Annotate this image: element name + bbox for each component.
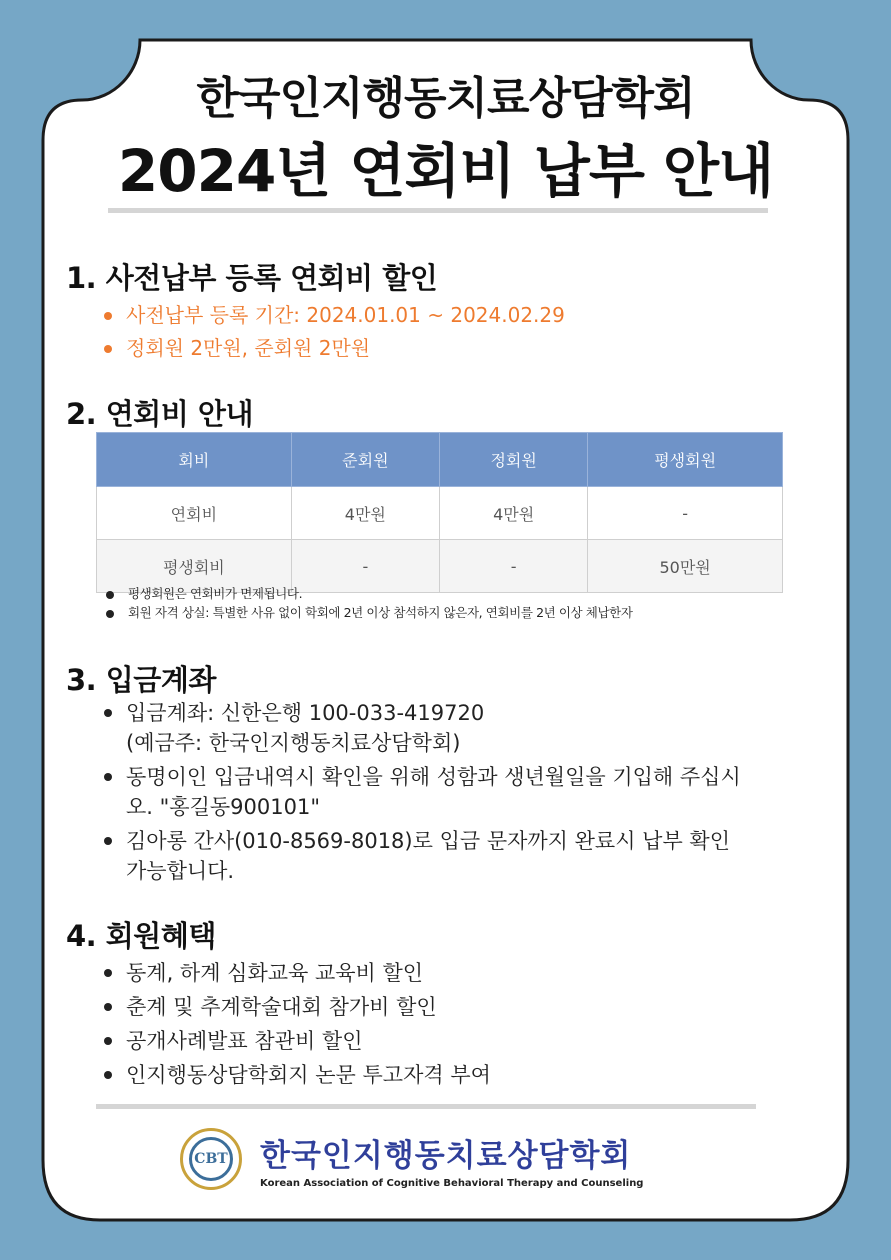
- list-item: 정회원 2만원, 준회원 2만원: [104, 332, 565, 365]
- table-header-cell: 정회원: [439, 433, 587, 487]
- bullet-icon: [104, 345, 112, 353]
- section2-notes: [106, 584, 633, 622]
- divider-top: [108, 208, 768, 213]
- table-cell: 4만원: [439, 487, 587, 540]
- list-item: 인지행동상담학회지 논문 투고자격 부여: [104, 1060, 491, 1090]
- note-item: 평생회원은 연회비가 면제됩니다.: [106, 584, 633, 603]
- list-item: 동계, 하계 심화교육 교육비 할인: [104, 958, 491, 988]
- bullet-icon: [104, 773, 112, 781]
- list-item: 동명이인 입금내역시 확인을 위해 성함과 생년월일을 기입해 주십시 오. "홍길동900101": [104, 762, 741, 822]
- cbt-emblem-icon: [180, 1128, 242, 1190]
- section3-list: [104, 698, 741, 890]
- page-title-org: 한국인지행동치료상담학회: [196, 73, 695, 124]
- note-item: 회원 자격 상실: 특별한 사유 없이 학회에 2년 이상 참석하지 않은자, 연회비를 2년 이상 체납한자: [106, 603, 633, 622]
- bullet-icon: [104, 709, 112, 717]
- table-header-cell: 평생회원: [588, 433, 783, 487]
- table-cell: -: [588, 487, 783, 540]
- page-title-main: 2024년 연회비 납부 안내: [117, 137, 774, 205]
- table-cell: -: [291, 540, 439, 593]
- bullet-icon: [104, 837, 112, 845]
- bullet-icon: [104, 312, 112, 320]
- bullet-icon: [104, 1003, 112, 1011]
- table-cell: 4만원: [291, 487, 439, 540]
- org-logo: [180, 1128, 720, 1194]
- bullet-icon: [106, 610, 114, 618]
- bullet-icon: [106, 591, 114, 599]
- table-row: [97, 487, 783, 540]
- section2-heading: 2. 연회비 안내: [66, 397, 253, 431]
- table-cell: 평생회비: [97, 540, 292, 593]
- logo-org-name: 한국인지행동치료상담학회: [260, 1138, 632, 1174]
- fee-table: [96, 432, 783, 593]
- section1-heading: 1. 사전납부 등록 연회비 할인: [66, 261, 438, 295]
- divider-bottom: [96, 1104, 756, 1109]
- table-cell: 50만원: [588, 540, 783, 593]
- bullet-icon: [104, 1037, 112, 1045]
- bullet-icon: [104, 969, 112, 977]
- logo-org-name-en: Korean Association of Cognitive Behavioral Therapy and Counseling: [260, 1178, 644, 1189]
- list-item: 입금계좌: 신한은행 100-033-419720 (예금주: 한국인지행동치료상담학회): [104, 698, 741, 758]
- cbt-emblem-mark: CBT: [189, 1137, 233, 1181]
- table-header-cell: 준회원: [291, 433, 439, 487]
- bullet-icon: [104, 1071, 112, 1079]
- table-cell: -: [439, 540, 587, 593]
- section4-list: [104, 958, 491, 1094]
- list-item: 김아롱 간사(010-8569-8018)로 입금 문자까지 완료시 납부 확인 가능합니다.: [104, 826, 741, 886]
- table-header-cell: 회비: [97, 433, 292, 487]
- list-item: 공개사례발표 참관비 할인: [104, 1026, 491, 1056]
- notice-content: [60, 0, 831, 1260]
- table-cell: 연회비: [97, 487, 292, 540]
- list-item: 춘계 및 추계학술대회 참가비 할인: [104, 992, 491, 1022]
- table-header-row: [97, 433, 783, 487]
- list-item: 사전납부 등록 기간: 2024.01.01 ~ 2024.02.29: [104, 299, 565, 332]
- section1-list: [104, 299, 565, 365]
- section4-heading: 4. 회원혜택: [66, 919, 216, 953]
- section3-heading: 3. 입금계좌: [66, 663, 216, 697]
